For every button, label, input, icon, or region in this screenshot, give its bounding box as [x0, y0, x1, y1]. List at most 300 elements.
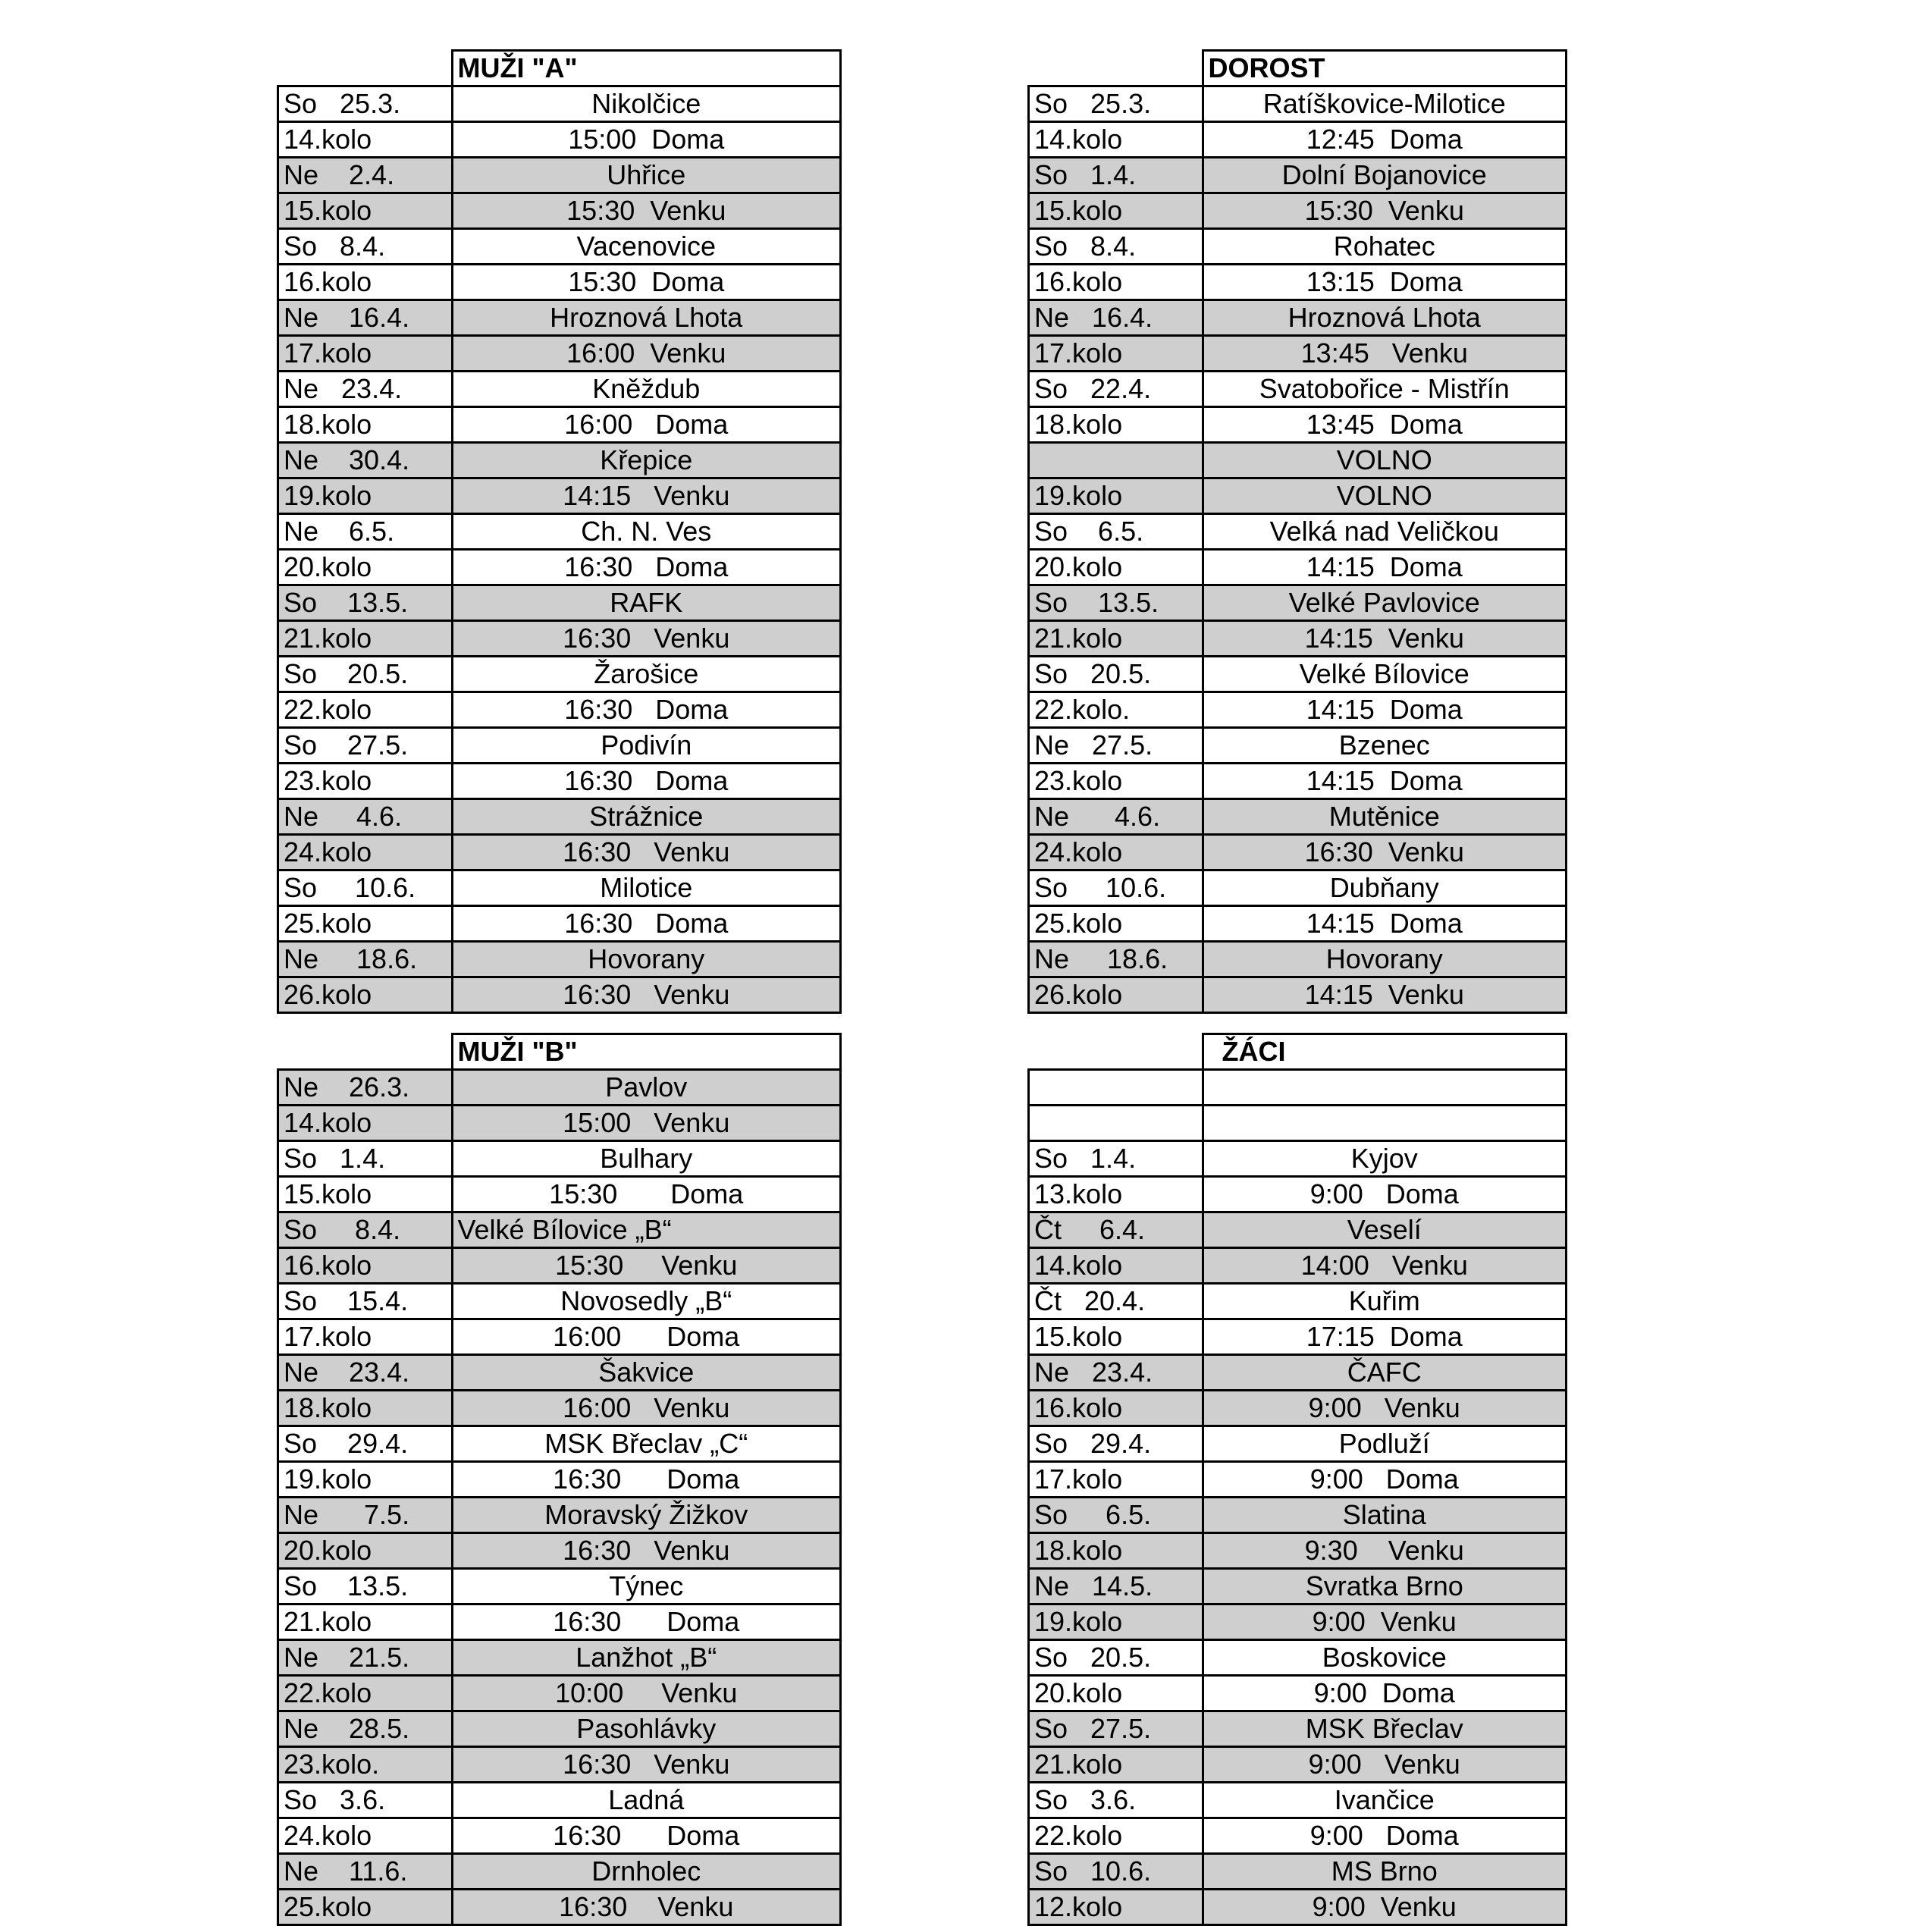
- opponent-time-cell: 9:00 Doma: [1203, 1676, 1567, 1711]
- opponent-time-cell: Slatina: [1203, 1498, 1567, 1533]
- table-row: [278, 158, 841, 193]
- date-round-cell: 25.kolo: [278, 906, 453, 942]
- date-round-cell: So 3.6.: [1029, 1783, 1203, 1818]
- table-row: [278, 621, 841, 657]
- table-row: [1029, 1604, 1567, 1640]
- table-row: [1029, 906, 1567, 942]
- date-round-cell: So 10.6.: [1029, 1854, 1203, 1890]
- table-row: [278, 657, 841, 692]
- opponent-time-cell: Moravský Žižkov: [452, 1498, 841, 1533]
- table-row: [278, 1640, 841, 1676]
- opponent-time-cell: Veselí: [1203, 1212, 1567, 1248]
- table-row: [278, 1854, 841, 1890]
- table-row: [1029, 407, 1567, 443]
- table-row: [1029, 1854, 1567, 1890]
- opponent-time-cell: 13:45 Doma: [1203, 407, 1567, 443]
- date-round-cell: 23.kolo: [1029, 764, 1203, 799]
- opponent-time-cell: Bulhary: [452, 1141, 841, 1177]
- opponent-time-cell: Kuřim: [1203, 1284, 1567, 1319]
- date-round-cell: 18.kolo: [1029, 407, 1203, 443]
- opponent-time-cell: 16:00 Doma: [452, 1319, 841, 1355]
- table-row: [278, 1106, 841, 1141]
- date-round-cell: 20.kolo: [1029, 1676, 1203, 1711]
- opponent-time-cell: ČAFC: [1203, 1355, 1567, 1391]
- date-round-cell: 19.kolo: [1029, 1604, 1203, 1640]
- opponent-time-cell: Uhřice: [452, 158, 841, 193]
- date-round-cell: 22.kolo.: [1029, 692, 1203, 728]
- opponent-time-cell: Strážnice: [452, 799, 841, 835]
- table-row: [1029, 1533, 1567, 1569]
- date-round-cell: So 10.6.: [1029, 870, 1203, 906]
- date-round-cell: [1029, 1070, 1203, 1106]
- opponent-time-cell: 9:30 Venku: [1203, 1533, 1567, 1569]
- opponent-time-cell: Svratka Brno: [1203, 1569, 1567, 1604]
- table-row: [278, 1569, 841, 1604]
- date-round-cell: 21.kolo: [1029, 1747, 1203, 1783]
- date-round-cell: 21.kolo: [278, 621, 453, 657]
- table-row: [278, 1212, 841, 1248]
- table-row: [1029, 229, 1567, 265]
- table-row: [1029, 1284, 1567, 1319]
- table-row: [1029, 1890, 1567, 1925]
- table-row: [1029, 1747, 1567, 1783]
- table-row: [1029, 372, 1567, 407]
- table-row: [278, 478, 841, 514]
- opponent-time-cell: 10:00 Venku: [452, 1676, 841, 1711]
- date-round-cell: 16.kolo: [1029, 1391, 1203, 1426]
- date-round-cell: So 25.3.: [278, 86, 453, 122]
- table-row: [1029, 1391, 1567, 1426]
- date-round-cell: So 8.4.: [278, 229, 453, 265]
- table-row: [1029, 621, 1567, 657]
- table-row: [278, 1426, 841, 1462]
- opponent-time-cell: 15:00 Venku: [452, 1106, 841, 1141]
- date-round-cell: So 25.3.: [1029, 86, 1203, 122]
- table-row: [278, 86, 841, 122]
- header-spacer: [1029, 1034, 1203, 1070]
- opponent-time-cell: 9:00 Doma: [1203, 1818, 1567, 1854]
- opponent-time-cell: 15:30 Doma: [452, 1177, 841, 1212]
- table-row: [278, 942, 841, 977]
- table-row: [278, 1355, 841, 1391]
- date-round-cell: Ne 16.4.: [1029, 300, 1203, 336]
- table-row: [1029, 835, 1567, 870]
- table-row: [1029, 1569, 1567, 1604]
- table-title: MUŽI "A": [452, 51, 841, 86]
- opponent-time-cell: 9:00 Venku: [1203, 1604, 1567, 1640]
- opponent-time-cell: RAFK: [452, 585, 841, 621]
- table-row: [1029, 265, 1567, 300]
- date-round-cell: Čt 20.4.: [1029, 1284, 1203, 1319]
- table-header-row: [1029, 1034, 1567, 1070]
- table-row: [278, 1747, 841, 1783]
- table-row: [1029, 942, 1567, 977]
- opponent-time-cell: Hroznová Lhota: [452, 300, 841, 336]
- opponent-time-cell: Lanžhot „B“: [452, 1640, 841, 1676]
- date-round-cell: 21.kolo: [1029, 621, 1203, 657]
- opponent-time-cell: 17:15 Doma: [1203, 1319, 1567, 1355]
- opponent-time-cell: Dolní Bojanovice: [1203, 158, 1567, 193]
- table-row: [1029, 300, 1567, 336]
- date-round-cell: So 10.6.: [278, 870, 453, 906]
- schedule-table-zaci: [1027, 1033, 1567, 1926]
- opponent-time-cell: 12:45 Doma: [1203, 122, 1567, 158]
- table-row: [1029, 478, 1567, 514]
- opponent-time-cell: VOLNO: [1203, 478, 1567, 514]
- date-round-cell: So 6.5.: [1029, 514, 1203, 550]
- opponent-time-cell: 9:00 Venku: [1203, 1391, 1567, 1426]
- date-round-cell: 22.kolo: [1029, 1818, 1203, 1854]
- opponent-time-cell: 16:00 Venku: [452, 336, 841, 372]
- opponent-time-cell: Hroznová Lhota: [1203, 300, 1567, 336]
- date-round-cell: Ne 16.4.: [278, 300, 453, 336]
- opponent-time-cell: Pavlov: [452, 1070, 841, 1106]
- table-row: [1029, 977, 1567, 1013]
- date-round-cell: So 1.4.: [1029, 1141, 1203, 1177]
- schedule-table-muzi-b: [277, 1033, 842, 1926]
- table-row: [1029, 799, 1567, 835]
- date-round-cell: So 1.4.: [1029, 158, 1203, 193]
- date-round-cell: Ne 23.4.: [278, 1355, 453, 1391]
- date-round-cell: 16.kolo: [1029, 265, 1203, 300]
- opponent-time-cell: 16:00 Doma: [452, 407, 841, 443]
- date-round-cell: 23.kolo: [278, 764, 453, 799]
- opponent-time-cell: MS Brno: [1203, 1854, 1567, 1890]
- table-title: MUŽI "B": [452, 1034, 841, 1070]
- opponent-time-cell: 15:30 Venku: [452, 193, 841, 229]
- opponent-time-cell: Boskovice: [1203, 1640, 1567, 1676]
- date-round-cell: 25.kolo: [278, 1890, 453, 1925]
- date-round-cell: 24.kolo: [278, 1818, 453, 1854]
- table-row: [278, 1533, 841, 1569]
- date-round-cell: [1029, 443, 1203, 478]
- date-round-cell: Ne 18.6.: [1029, 942, 1203, 977]
- date-round-cell: So 13.5.: [1029, 585, 1203, 621]
- date-round-cell: 19.kolo: [278, 478, 453, 514]
- opponent-time-cell: Velká nad Veličkou: [1203, 514, 1567, 550]
- date-round-cell: 18.kolo: [278, 407, 453, 443]
- date-round-cell: So 20.5.: [1029, 657, 1203, 692]
- table-row: [278, 193, 841, 229]
- opponent-time-cell: 14:15 Doma: [1203, 764, 1567, 799]
- opponent-time-cell: 16:00 Venku: [452, 1391, 841, 1426]
- date-round-cell: Ne 23.4.: [278, 372, 453, 407]
- opponent-time-cell: Vacenovice: [452, 229, 841, 265]
- table-header-row: [1029, 51, 1567, 86]
- opponent-time-cell: 15:30 Venku: [452, 1248, 841, 1284]
- table-row: [1029, 870, 1567, 906]
- table-header-row: [278, 51, 841, 86]
- date-round-cell: Ne 23.4.: [1029, 1355, 1203, 1391]
- table-row: [1029, 443, 1567, 478]
- opponent-time-cell: 9:00 Venku: [1203, 1747, 1567, 1783]
- date-round-cell: 14.kolo: [1029, 122, 1203, 158]
- opponent-time-cell: Velké Bílovice: [1203, 657, 1567, 692]
- opponent-time-cell: Kněždub: [452, 372, 841, 407]
- table-row: [1029, 1212, 1567, 1248]
- date-round-cell: 24.kolo: [1029, 835, 1203, 870]
- date-round-cell: So 6.5.: [1029, 1498, 1203, 1533]
- table-row: [1029, 336, 1567, 372]
- date-round-cell: Ne 18.6.: [278, 942, 453, 977]
- date-round-cell: 25.kolo: [1029, 906, 1203, 942]
- table-row: [1029, 122, 1567, 158]
- table-title: ŽÁCI: [1203, 1034, 1567, 1070]
- date-round-cell: So 20.5.: [278, 657, 453, 692]
- table-row: [278, 1783, 841, 1818]
- date-round-cell: Ne 21.5.: [278, 1640, 453, 1676]
- table-row: [278, 1284, 841, 1319]
- opponent-time-cell: Dubňany: [1203, 870, 1567, 906]
- opponent-time-cell: 13:15 Doma: [1203, 265, 1567, 300]
- date-round-cell: So 15.4.: [278, 1284, 453, 1319]
- opponent-time-cell: Nikolčice: [452, 86, 841, 122]
- opponent-time-cell: 16:30 Venku: [452, 1533, 841, 1569]
- date-round-cell: 17.kolo: [1029, 1462, 1203, 1498]
- table-row: [278, 265, 841, 300]
- date-round-cell: 26.kolo: [278, 977, 453, 1013]
- opponent-time-cell: 14:15 Venku: [452, 478, 841, 514]
- opponent-time-cell: 14:15 Doma: [1203, 692, 1567, 728]
- table-row: [1029, 193, 1567, 229]
- date-round-cell: 17.kolo: [278, 1319, 453, 1355]
- opponent-time-cell: Podluží: [1203, 1426, 1567, 1462]
- table-row: [278, 585, 841, 621]
- table-row: [278, 1711, 841, 1747]
- opponent-time-cell: 14:00 Venku: [1203, 1248, 1567, 1284]
- opponent-time-cell: 15:30 Venku: [1203, 193, 1567, 229]
- date-round-cell: So 8.4.: [278, 1212, 453, 1248]
- date-round-cell: 13.kolo: [1029, 1177, 1203, 1212]
- date-round-cell: Ne 26.3.: [278, 1070, 453, 1106]
- date-round-cell: 22.kolo: [278, 692, 453, 728]
- opponent-time-cell: 16:30 Doma: [452, 1818, 841, 1854]
- opponent-time-cell: 14:15 Doma: [1203, 906, 1567, 942]
- date-round-cell: 15.kolo: [278, 193, 453, 229]
- table-row: [278, 300, 841, 336]
- date-round-cell: So 8.4.: [1029, 229, 1203, 265]
- table-row: [278, 799, 841, 835]
- date-round-cell: 24.kolo: [278, 835, 453, 870]
- header-spacer: [278, 1034, 453, 1070]
- date-round-cell: 23.kolo.: [278, 1747, 453, 1783]
- opponent-time-cell: Ivančice: [1203, 1783, 1567, 1818]
- schedule-table-muzi-a: [277, 49, 842, 1014]
- header-spacer: [1029, 51, 1203, 86]
- table-row: [278, 443, 841, 478]
- date-round-cell: 15.kolo: [278, 1177, 453, 1212]
- opponent-time-cell: 14:15 Venku: [1203, 621, 1567, 657]
- table-row: [278, 550, 841, 585]
- opponent-time-cell: 13:45 Venku: [1203, 336, 1567, 372]
- table-row: [278, 1319, 841, 1355]
- opponent-time-cell: Bzenec: [1203, 728, 1567, 764]
- opponent-time-cell: 16:30 Doma: [452, 550, 841, 585]
- date-round-cell: So 13.5.: [278, 1569, 453, 1604]
- table-row: [1029, 1818, 1567, 1854]
- date-round-cell: 16.kolo: [278, 265, 453, 300]
- table-row: [278, 1177, 841, 1212]
- date-round-cell: Ne 4.6.: [1029, 799, 1203, 835]
- table-row: [1029, 1355, 1567, 1391]
- date-round-cell: 21.kolo: [278, 1604, 453, 1640]
- table-row: [278, 122, 841, 158]
- opponent-time-cell: Týnec: [452, 1569, 841, 1604]
- table-row: [278, 1676, 841, 1711]
- opponent-time-cell: 15:00 Doma: [452, 122, 841, 158]
- table-row: [278, 407, 841, 443]
- table-row: [1029, 1319, 1567, 1355]
- opponent-time-cell: Žarošice: [452, 657, 841, 692]
- date-round-cell: [1029, 1106, 1203, 1141]
- opponent-time-cell: 16:30 Venku: [452, 621, 841, 657]
- header-spacer: [278, 51, 453, 86]
- table-row: [1029, 1141, 1567, 1177]
- table-row: [1029, 514, 1567, 550]
- opponent-time-cell: 9:00 Venku: [1203, 1890, 1567, 1925]
- date-round-cell: Ne 30.4.: [278, 443, 453, 478]
- table-row: [278, 906, 841, 942]
- table-row: [1029, 1426, 1567, 1462]
- opponent-time-cell: 16:30 Doma: [452, 764, 841, 799]
- table-row: [1029, 1248, 1567, 1284]
- opponent-time-cell: VOLNO: [1203, 443, 1567, 478]
- date-round-cell: 18.kolo: [1029, 1533, 1203, 1569]
- opponent-time-cell: Svatobořice - Mistřín: [1203, 372, 1567, 407]
- table-header-row: [278, 1034, 841, 1070]
- table-row: [278, 229, 841, 265]
- date-round-cell: Ne 4.6.: [278, 799, 453, 835]
- table-row: [278, 1070, 841, 1106]
- table-row: [1029, 158, 1567, 193]
- opponent-time-cell: Křepice: [452, 443, 841, 478]
- date-round-cell: So 29.4.: [1029, 1426, 1203, 1462]
- opponent-time-cell: Pasohlávky: [452, 1711, 841, 1747]
- opponent-time-cell: 16:30 Venku: [452, 1747, 841, 1783]
- table-row: [1029, 1783, 1567, 1818]
- table-row: [1029, 728, 1567, 764]
- opponent-time-cell: MSK Břeclav „C“: [452, 1426, 841, 1462]
- date-round-cell: 14.kolo: [278, 1106, 453, 1141]
- date-round-cell: Ne 11.6.: [278, 1854, 453, 1890]
- opponent-time-cell: Novosedly „B“: [452, 1284, 841, 1319]
- table-row: [1029, 1106, 1567, 1141]
- opponent-time-cell: Rohatec: [1203, 229, 1567, 265]
- date-round-cell: 12.kolo: [1029, 1890, 1203, 1925]
- opponent-time-cell: 9:00 Doma: [1203, 1462, 1567, 1498]
- date-round-cell: 14.kolo: [1029, 1248, 1203, 1284]
- opponent-time-cell: Šakvice: [452, 1355, 841, 1391]
- table-row: [1029, 1640, 1567, 1676]
- opponent-time-cell: 14:15 Venku: [1203, 977, 1567, 1013]
- date-round-cell: 14.kolo: [278, 122, 453, 158]
- date-round-cell: Ne 27.5.: [1029, 728, 1203, 764]
- table-row: [278, 1498, 841, 1533]
- opponent-time-cell: 16:30 Venku: [452, 977, 841, 1013]
- opponent-time-cell: 16:30 Doma: [452, 906, 841, 942]
- opponent-time-cell: 16:30 Doma: [452, 692, 841, 728]
- table-row: [278, 514, 841, 550]
- table-title: DOROST: [1203, 51, 1567, 86]
- table-row: [1029, 1462, 1567, 1498]
- opponent-time-cell: 15:30 Doma: [452, 265, 841, 300]
- date-round-cell: So 29.4.: [278, 1426, 453, 1462]
- opponent-time-cell: Ch. N. Ves: [452, 514, 841, 550]
- table-row: [278, 1818, 841, 1854]
- opponent-time-cell: Ladná: [452, 1783, 841, 1818]
- table-row: [278, 870, 841, 906]
- table-row: [278, 728, 841, 764]
- table-row: [278, 835, 841, 870]
- date-round-cell: Ne 7.5.: [278, 1498, 453, 1533]
- date-round-cell: 16.kolo: [278, 1248, 453, 1284]
- opponent-time-cell: Kyjov: [1203, 1141, 1567, 1177]
- opponent-time-cell: [1203, 1106, 1567, 1141]
- table-row: [1029, 1711, 1567, 1747]
- date-round-cell: Ne 28.5.: [278, 1711, 453, 1747]
- date-round-cell: Ne 6.5.: [278, 514, 453, 550]
- date-round-cell: 17.kolo: [1029, 336, 1203, 372]
- opponent-time-cell: 14:15 Doma: [1203, 550, 1567, 585]
- table-row: [278, 764, 841, 799]
- opponent-time-cell: MSK Břeclav: [1203, 1711, 1567, 1747]
- schedule-table-dorost: [1027, 49, 1567, 1014]
- date-round-cell: 15.kolo: [1029, 193, 1203, 229]
- table-row: [278, 336, 841, 372]
- opponent-time-cell: Ratíškovice-Milotice: [1203, 86, 1567, 122]
- opponent-time-cell: Velké Bílovice „B“: [452, 1212, 841, 1248]
- table-row: [278, 1604, 841, 1640]
- table-row: [1029, 764, 1567, 799]
- date-round-cell: So 22.4.: [1029, 372, 1203, 407]
- opponent-time-cell: 16:30 Doma: [452, 1462, 841, 1498]
- table-row: [1029, 1676, 1567, 1711]
- table-row: [278, 1391, 841, 1426]
- opponent-time-cell: 16:30 Doma: [452, 1604, 841, 1640]
- opponent-time-cell: Velké Pavlovice: [1203, 585, 1567, 621]
- table-row: [278, 372, 841, 407]
- table-row: [1029, 585, 1567, 621]
- date-round-cell: 19.kolo: [278, 1462, 453, 1498]
- opponent-time-cell: 9:00 Doma: [1203, 1177, 1567, 1212]
- opponent-time-cell: 16:30 Venku: [1203, 835, 1567, 870]
- table-row: [1029, 86, 1567, 122]
- date-round-cell: So 20.5.: [1029, 1640, 1203, 1676]
- date-round-cell: So 27.5.: [1029, 1711, 1203, 1747]
- opponent-time-cell: Mutěnice: [1203, 799, 1567, 835]
- table-row: [278, 1890, 841, 1925]
- opponent-time-cell: Hovorany: [1203, 942, 1567, 977]
- table-row: [1029, 550, 1567, 585]
- date-round-cell: 18.kolo: [278, 1391, 453, 1426]
- table-row: [1029, 657, 1567, 692]
- opponent-time-cell: Drnholec: [452, 1854, 841, 1890]
- opponent-time-cell: Podivín: [452, 728, 841, 764]
- table-row: [1029, 1498, 1567, 1533]
- date-round-cell: Ne 2.4.: [278, 158, 453, 193]
- table-row: [278, 1248, 841, 1284]
- date-round-cell: 20.kolo: [278, 1533, 453, 1569]
- date-round-cell: 17.kolo: [278, 336, 453, 372]
- date-round-cell: 26.kolo: [1029, 977, 1203, 1013]
- date-round-cell: So 1.4.: [278, 1141, 453, 1177]
- opponent-time-cell: [1203, 1070, 1567, 1106]
- opponent-time-cell: 16:30 Venku: [452, 835, 841, 870]
- table-row: [278, 977, 841, 1013]
- opponent-time-cell: Hovorany: [452, 942, 841, 977]
- table-row: [1029, 692, 1567, 728]
- date-round-cell: 15.kolo: [1029, 1319, 1203, 1355]
